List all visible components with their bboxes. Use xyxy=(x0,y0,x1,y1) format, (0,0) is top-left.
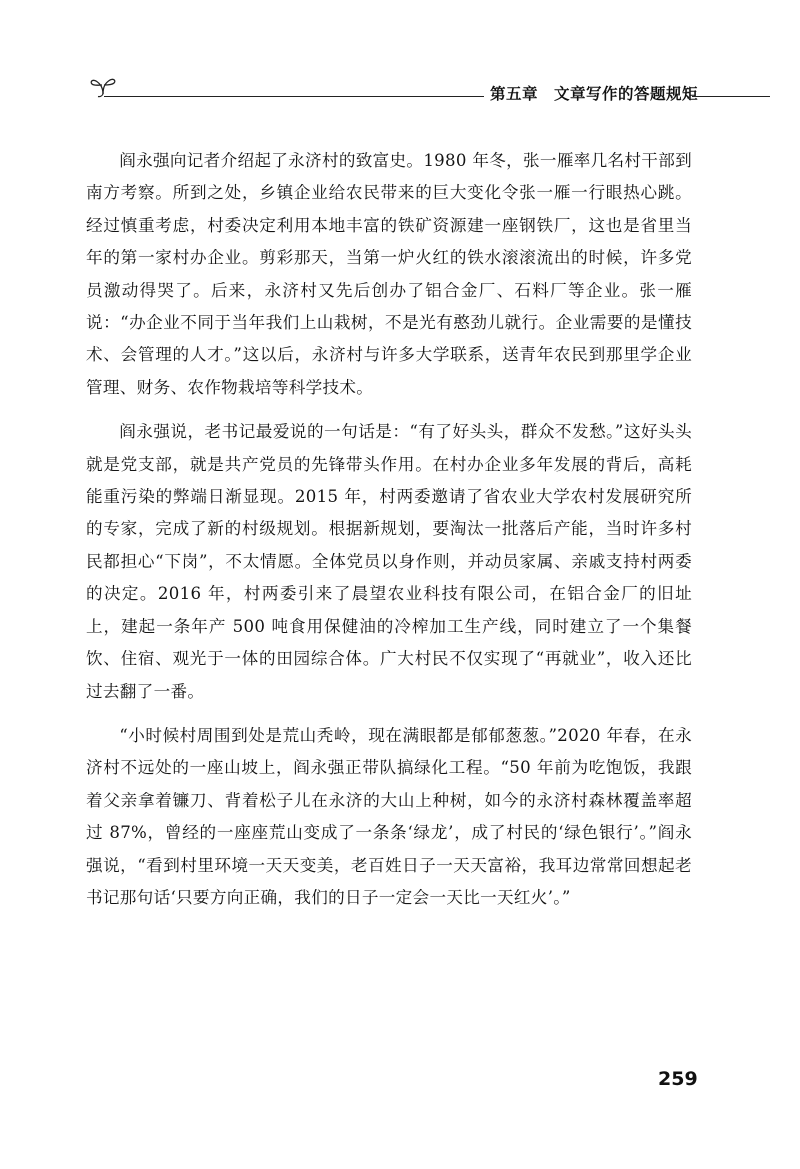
sprout-icon xyxy=(88,72,118,102)
running-header xyxy=(88,72,770,106)
chapter-title: 文章写作的答题规矩 xyxy=(554,85,699,103)
paragraph: 阎永强向记者介绍起了永济村的致富史。1980 年冬，张一雁率几名村干部到南方考察。所到之处，乡镇企业给农民带来的巨大变化令张一雁一行眼热心跳。经过慎重考虑，村委决定利用本地丰富的铁矿资源建一座钢铁厂，这也是省里当年的第一家村办企业。剪彩那天，当第一炉火红的铁水滚滚流出的时候，许多党员激动得哭了。后来，永济村又先后创办了铝合金厂、石料厂等企业。张一雁说：“办企业不同于当年我们上山栽树，不是光有憨劲儿就行。企业需要的是懂技术、会管理的人才。”这以后，永济村与许多大学联系，送青年农民到那里学企业管理、财务、农作物栽培等科学技术。 xyxy=(86,151,692,397)
header-rule-left xyxy=(104,96,484,97)
main-text xyxy=(86,145,692,926)
header-rule-right xyxy=(692,96,770,97)
chapter-heading xyxy=(490,82,699,104)
paragraph: “小时候村周围到处是荒山秃岭，现在满眼都是郁郁葱葱。”2020 年春，在永济村不远处的一座山坡上，阎永强正带队搞绿化工程。“50 年前为吃饱饭，我跟着父亲拿着镰刀、背着松子儿在永济的大山上种树，如今的永济村森林覆盖率超过 87%，曾经的一座座荒山变成了一条条‘绿龙’，成了村民的‘绿色银行’。”阎永强说，“看到村里环境一天天变美，老百姓日子一天天富裕，我耳边常常回想起老书记那句话‘只要方向正确，我们的日子一定会一天比一天红火’。” xyxy=(86,725,692,907)
chapter-number: 第五章 xyxy=(490,85,539,103)
paragraph: 阎永强说，老书记最爱说的一句话是：“有了好头头，群众不发愁。”这好头头就是党支部，就是共产党员的先锋带头作用。在村办企业多年发展的背后，高耗能重污染的弊端日渐显现。2015 年，村两委邀请了省农业大学农村发展研究所的专家，完成了新的村级规划。根据新规划，要淘汰一批落后产能，当时许多村民都担心“下岗”，不太情愿。全体党员以身作则，并动员家属、亲戚支持村两委的决定。2016 年，村两委引来了晨望农业科技有限公司，在铝合金厂的旧址上，建起一条年产 500 吨食用保健油的冷榨加工生产线，同时建立了一个集餐饮、住宿、观光于一体的田园综合体。广大村民不仅实现了“再就业”，收入还比过去翻了一番。 xyxy=(86,422,692,701)
page-number: 259 xyxy=(658,1068,698,1090)
